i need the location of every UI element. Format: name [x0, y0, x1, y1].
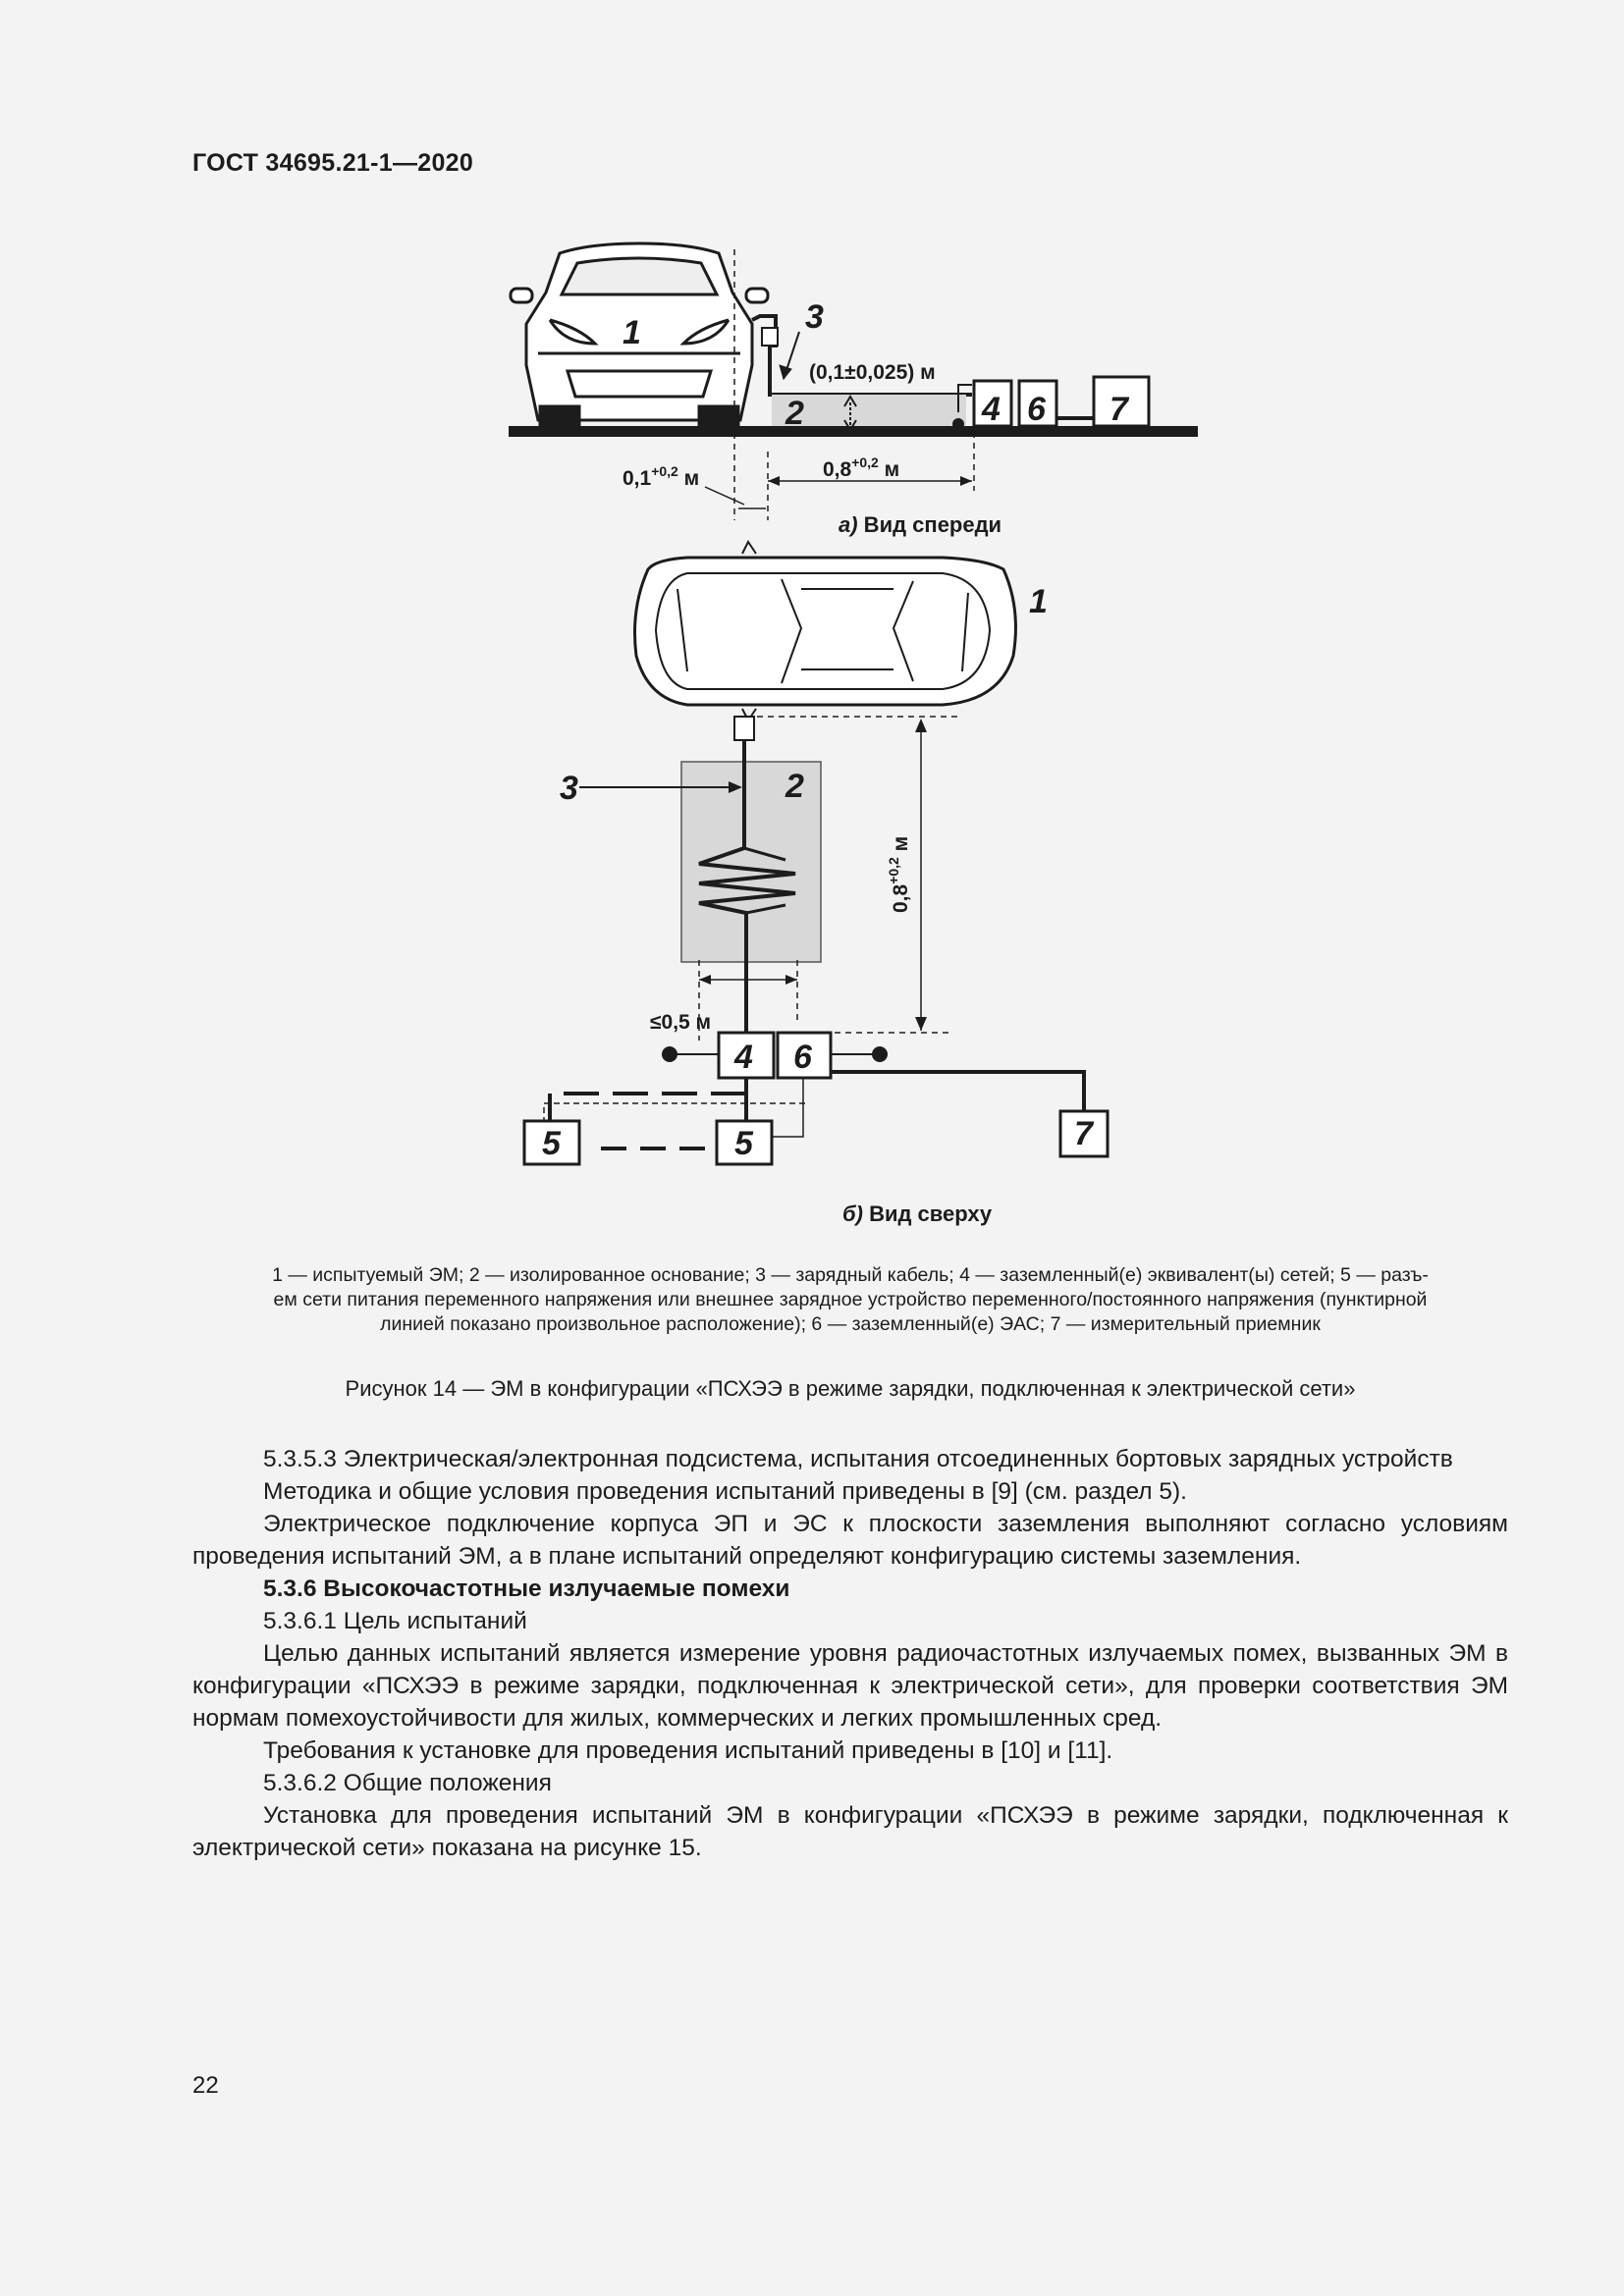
top-label-7: 7	[1074, 1115, 1093, 1152]
top-label-1: 1	[1029, 583, 1048, 620]
dimension-0-8-front: $0,8^{+0,2}$ м	[823, 454, 900, 481]
top-label-6: 6	[793, 1039, 812, 1076]
paragraph: Установка для проведения испытаний ЭМ в конфигурации «ПСХЭЭ в режиме зарядки, подключенная к электрической сети» показана на рисунке 15.	[192, 1802, 1508, 1861]
dimension-0-8-top: $0,8^{+0,2}$ м	[886, 835, 912, 913]
dimension-0-1: $0,1^{+0,2}$ м	[623, 463, 700, 490]
legend-line: линией показано произвольное расположение); 6 — заземленный(е) ЭАС; 7 — измерительный приемник	[380, 1313, 1321, 1335]
page-number: 22	[192, 2072, 219, 2099]
front-label-4: 4	[982, 391, 1001, 428]
figure-caption: Рисунок 14 — ЭМ в конфигурации «ПСХЭЭ в режиме зарядки, подключенная к электрической сети»	[345, 1376, 1356, 1401]
figure-legend	[192, 1263, 1508, 1337]
front-label-7: 7	[1110, 391, 1128, 428]
top-label-5-left: 5	[542, 1125, 561, 1162]
front-label-3: 3	[805, 298, 824, 336]
paragraph: Методика и общие условия проведения испытаний приведены в [9] (см. раздел 5).	[263, 1478, 1187, 1505]
caption-front-view: а) Вид спереди	[839, 512, 1002, 537]
paragraph: Требования к установке для проведения испытаний приведены в [10] и [11].	[263, 1737, 1113, 1764]
paragraph: 5.3.6.1 Цель испытаний	[263, 1608, 527, 1634]
gap-dimension-label: (0,1±0,025) м	[809, 361, 936, 384]
top-label-4: 4	[734, 1039, 753, 1076]
legend-line: ем сети питания переменного напряжения или внешнее зарядное устройство переменного/постоянного напряжения (пунктирной	[273, 1289, 1428, 1310]
caption-top-view: б) Вид сверху	[842, 1201, 993, 1226]
front-label-6: 6	[1027, 391, 1046, 428]
paragraph: 5.3.5.3 Электрическая/электронная подсистема, испытания отсоединенных бортовых зарядных устройств	[263, 1446, 1453, 1472]
body-text	[192, 1443, 1508, 1864]
legend-line: 1 — испытуемый ЭМ; 2 — изолированное основание; 3 — зарядный кабель; 4 — заземленный(е) эквивалент(ы) сетей; 5 — разъ-	[272, 1264, 1429, 1286]
front-label-2: 2	[785, 395, 804, 432]
top-view	[524, 542, 1108, 1164]
paragraph: 5.3.6.2 Общие положения	[263, 1770, 552, 1796]
ground-plane	[509, 426, 1198, 437]
top-label-3: 3	[560, 770, 578, 807]
top-label-2: 2	[785, 768, 804, 805]
dimension-spring-width: ≤0,5 м	[650, 1011, 712, 1034]
top-label-5-right: 5	[734, 1125, 753, 1162]
paragraph: Электрическое подключение корпуса ЭП и ЭС к плоскости заземления выполняют согласно условиям проведения испытаний ЭМ, а в плане испытаний определяют конфигурацию системы заземления.	[192, 1511, 1508, 1570]
section-heading: 5.3.6 Высокочастотные излучаемые помехи	[263, 1575, 790, 1602]
car-top-icon	[635, 542, 1016, 721]
front-label-1: 1	[623, 314, 641, 351]
document-header: ГОСТ 34695.21-1—2020	[192, 149, 474, 177]
paragraph: Целью данных испытаний является измерение уровня радиочастотных излучаемых помех, вызванных ЭМ в конфигурации «ПСХЭЭ в режиме зарядки, подключенная к электрической сети», для проверки соответствия ЭМ нормам помехоустойчивости для жилых, коммерческих и легких промышленных сред.	[192, 1640, 1508, 1732]
